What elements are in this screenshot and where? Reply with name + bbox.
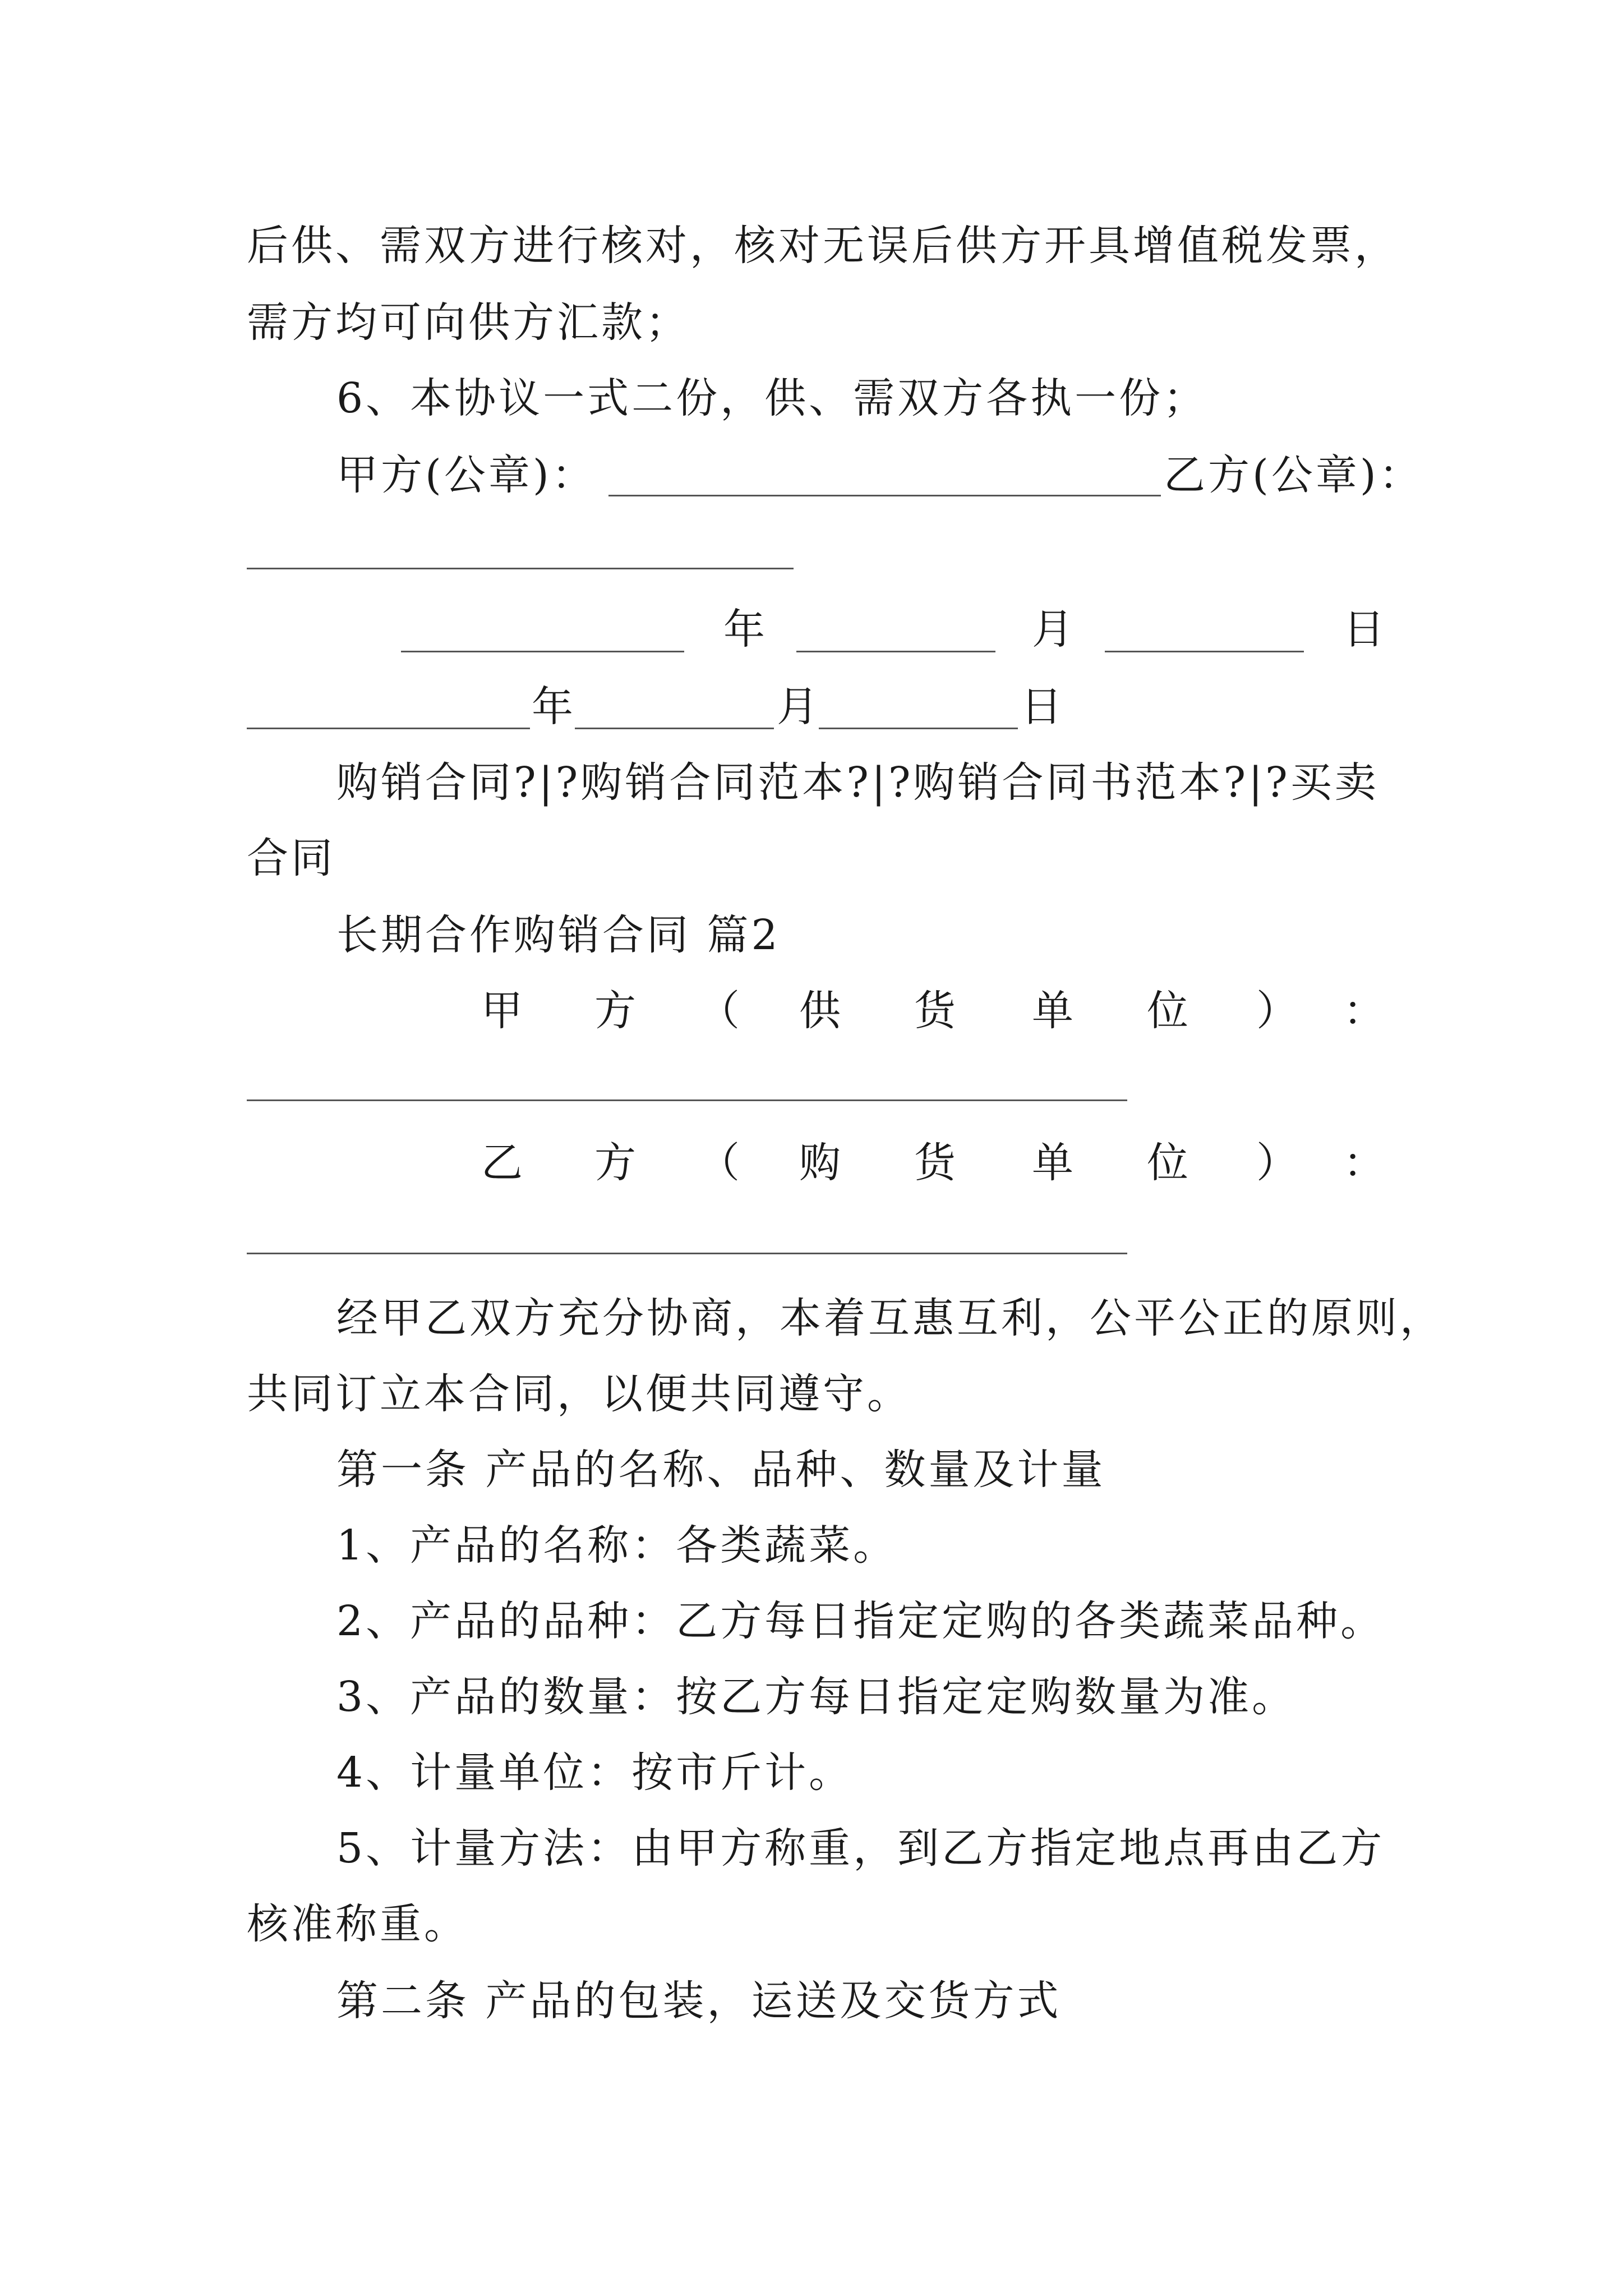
party-a-char: ： <box>1343 987 1385 1035</box>
party-b-line <box>0 1135 1623 1191</box>
party-b-char: ） <box>1256 1139 1298 1187</box>
signature-party-b-blank <box>247 568 794 569</box>
article-2-title: 第二条 产品的包装，运送及交货方式 <box>336 1977 1062 2025</box>
article-1-item: 5、计量方法：由甲方称重，到乙方指定地点再由乙方 <box>336 1824 1385 1872</box>
date-day-label: 日 <box>1343 605 1387 654</box>
party-b-char: 乙 <box>481 1139 523 1187</box>
party-a-char: 单 <box>1032 987 1073 1035</box>
party-a-char: 方 <box>594 987 636 1035</box>
article-1-item: 2、产品的品种：乙方每日指定定购的各类蔬菜品种。 <box>336 1597 1385 1645</box>
party-b-char: 单 <box>1032 1139 1073 1187</box>
party-b-char: 购 <box>799 1139 841 1187</box>
date-day-blank-2 <box>819 728 1018 729</box>
article-1-item: 3、产品的数量：按乙方每日指定定购数量为准。 <box>336 1673 1297 1721</box>
party-a-char: （ <box>698 987 740 1035</box>
party-a-char: 供 <box>799 987 841 1035</box>
clause-6: 6、本协议一式二份，供、需双方各执一份； <box>336 374 1208 422</box>
signature-party-a-label: 甲方(公章)： <box>336 451 596 499</box>
party-a-line <box>0 983 1623 1039</box>
related-links-line: 合同 <box>247 834 335 882</box>
party-a-char: 货 <box>914 987 956 1035</box>
intro-line: 共同订立本合同，以便共同遵守。 <box>247 1370 911 1418</box>
article-1-title: 第一条 产品的名称、品种、数量及计量 <box>336 1446 1106 1494</box>
signature-party-b-label: 乙方(公章)： <box>1164 451 1423 499</box>
date-year-blank-2 <box>247 728 530 729</box>
article-1-item: 1、产品的名称：各类蔬菜。 <box>336 1521 898 1570</box>
party-a-char: 甲 <box>481 987 523 1035</box>
party-b-char: （ <box>698 1139 740 1187</box>
signature-party-a-blank <box>608 495 1161 496</box>
paragraph-line: 后供、需双方进行核对，核对无误后供方开具增值税发票， <box>247 222 1399 270</box>
date-day-blank <box>1105 651 1304 652</box>
intro-line: 经甲乙双方充分协商，本着互惠互利，公平公正的原则， <box>336 1294 1444 1342</box>
date-year-label: 年 <box>723 605 768 654</box>
section-title: 长期合作购销合同 篇2 <box>336 911 781 959</box>
party-b-char: 货 <box>914 1139 956 1187</box>
date-year-label-2: 年 <box>532 683 576 731</box>
date-month-blank-2 <box>575 728 774 729</box>
date-year-blank <box>401 651 684 652</box>
party-b-blank <box>247 1253 1127 1254</box>
paragraph-line: 需方均可向供方汇款； <box>247 298 690 347</box>
party-b-char: 位 <box>1147 1139 1188 1187</box>
party-a-blank <box>247 1099 1127 1101</box>
party-b-char: 方 <box>594 1139 636 1187</box>
date-month-blank <box>796 651 995 652</box>
date-month-label: 月 <box>1032 605 1076 654</box>
article-1-item: 核准称重。 <box>247 1900 468 1948</box>
related-links-line: 购销合同?|?购销合同范本?|?购销合同书范本?|?买卖 <box>336 758 1379 807</box>
party-a-char: 位 <box>1147 987 1188 1035</box>
date-day-label-2: 日 <box>1021 683 1065 731</box>
article-1-item: 4、计量单位：按市斤计。 <box>336 1749 854 1797</box>
party-b-char: ： <box>1343 1139 1385 1187</box>
party-a-char: ） <box>1256 987 1298 1035</box>
date-month-label-2: 月 <box>777 683 821 731</box>
